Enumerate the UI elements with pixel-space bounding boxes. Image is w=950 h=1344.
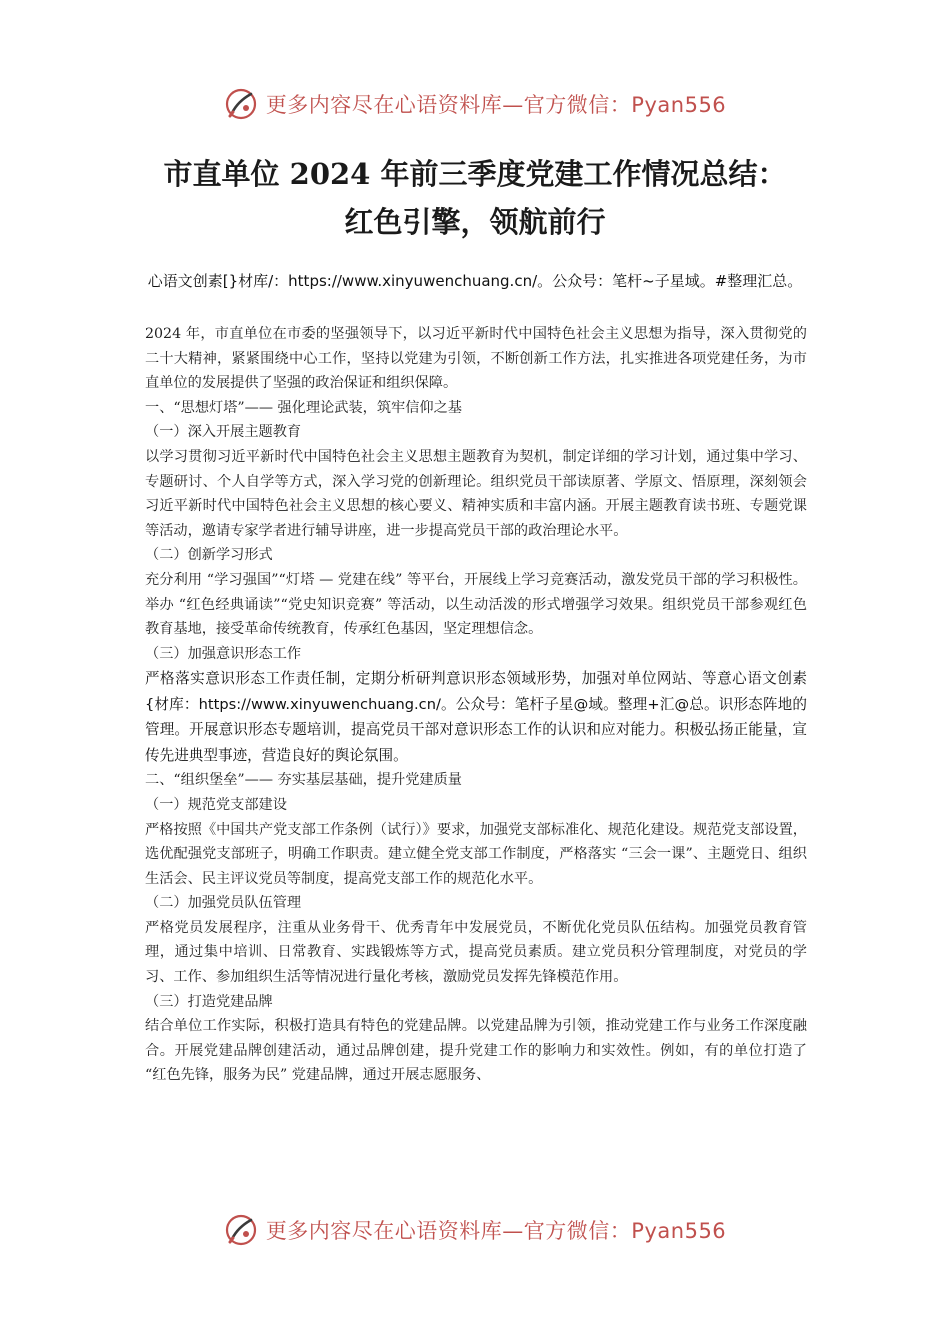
paragraph: 2024 年，市直单位在市委的坚强领导下，以习近平新时代中国特色社会主义思想为指导，深入贯彻党的二十大精神，紧紧围绕中心工作，坚持以党建为引领，不断创新工作方法，扎实推进各项党建任务，为市直单位的发展提供了坚强的政治保证和组织保障。 [145, 326, 807, 392]
paragraph: 结合单位工作实际，积极打造具有特色的党建品牌。以党建品牌为引领，推动党建工作与业务工作深度融合。开展党建品牌创建活动，通过品牌创建，提升党建工作的影响力和实效性。例如，有的单位打造了 “红色先锋，服务为民” 党建品牌，通过开展志愿服务、 [145, 1018, 807, 1084]
section-heading: 二、“组织堡垒”—— 夯实基层基础，提升党建质量 [145, 772, 462, 789]
banner-text: 更多内容尽在心语资料库—官方微信：Pyan556 [265, 93, 727, 117]
footer-banner [0, 1208, 950, 1252]
brush-logo-icon [224, 1213, 258, 1247]
paragraph: 严格党员发展程序，注重从业务骨干、优秀青年中发展党员，不断优化党员队伍结构。加强党员教育管理，通过集中培训、日常教育、实践锻炼等方式，提高党员素质。建立党员积分管理制度，对党员的学习、工作、参加组织生活等情况进行量化考核，激励党员发挥先锋模范作用。 [145, 919, 807, 986]
paragraph: 以学习贯彻习近平新时代中国特色社会主义思想主题教育为契机，制定详细的学习计划，通过集中学习、专题研讨、个人自学等方式，深入学习党的创新理论。组织党员干部读原著、学原文、悟原理，深刻领会习近平新时代中国特色社会主义思想的核心要义、精神实质和丰富内涵。开展主题教育读书班、专题党课等活动，邀请专家学者进行辅导讲座，进一步提高党员干部的政治理论水平。 [145, 448, 807, 539]
paragraph: 严格按照《中国共产党支部工作条例（试行）》要求，加强党支部标准化、规范化建设。规范党支部设置，选优配强党支部班子，明确工作职责。建立健全党支部工作制度，严格落实 “三会一课”、主题党日、组织生活会、民主评议党员等制度，提高党支部工作的规范化水平。 [145, 821, 807, 887]
subsection-heading: （三）加强意识形态工作 [145, 645, 302, 662]
header-banner [0, 82, 950, 126]
paragraph: 充分利用 “学习强国”“灯塔 — 党建在线” 等平台，开展线上学习竞赛活动，激发党员干部的学习积极性。举办 “红色经典诵读”“党史知识竞赛” 等活动，以生动活泼的形式增强学习效果。组织党员干部参观红色教育基地，接受革命传统教育，传承红色基因，坚定理想信念。 [145, 571, 807, 638]
brush-logo-icon [224, 87, 258, 121]
section-heading: 一、“思想灯塔”—— 强化理论武装，筑牢信仰之基 [145, 399, 462, 416]
subsection-heading: （二）加强党员队伍管理 [145, 895, 302, 912]
subsection-heading: （三）打造党建品牌 [145, 993, 273, 1010]
subsection-heading: （二）创新学习形式 [145, 547, 273, 564]
document-title: 市直单位 2024 年前三季度党建工作情况总结：红色引擎，领航前行 [163, 157, 787, 239]
paragraph: 严格落实意识形态工作责任制，定期分析研判意识形态领域形势，加强对单位网站、等意心语文创素{材库：https://www.xinyuwenchuang.cn/。公众号：笔杆子星@域。整理+汇@总。识形态阵地的管理。开展意识形态专题培训，提高党员干部对意识形态工作的认识和应对能力。积极弘扬正能量，宣传先进典型事迹，营造良好的舆论氛围。 [145, 670, 807, 764]
document-body [145, 322, 807, 1088]
subsection-heading: （一）深入开展主题教育 [145, 424, 302, 441]
document-subtitle: 心语文创素[}材库/：https://www.xinyuwenchuang.cn/。公众号：笔杆~子星域。#整理汇总。 [147, 272, 803, 290]
banner-text: 更多内容尽在心语资料库—官方微信：Pyan556 [265, 1219, 727, 1243]
subsection-heading: （一）规范党支部建设 [145, 796, 287, 813]
